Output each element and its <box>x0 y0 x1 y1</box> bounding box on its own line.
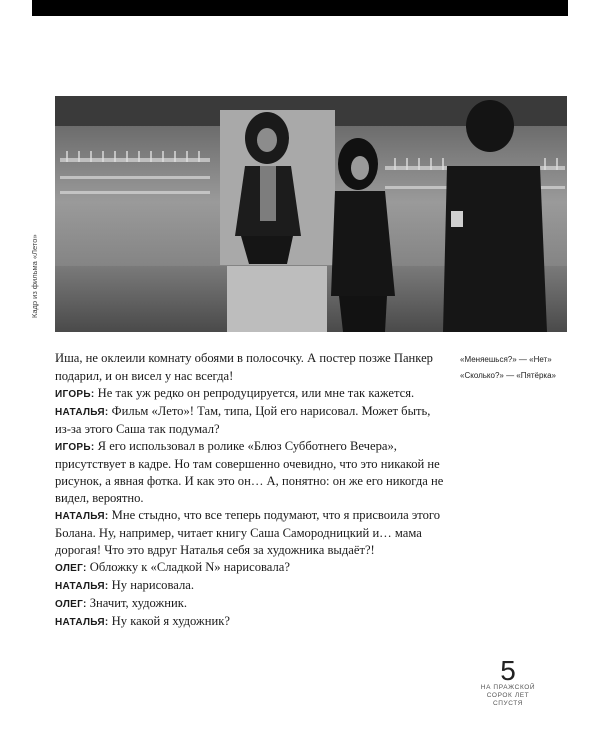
paragraph <box>55 350 445 385</box>
paragraph <box>55 559 445 577</box>
paragraph-text: Фильм «Лето»! Там, типа, Цой его нарисовал. Может быть, из-за этого Саша так подумал? <box>55 404 431 436</box>
running-title-line: НА ПРАЖСКОЙ <box>480 684 536 691</box>
paragraph-text: Обложку к «Сладкой N» нарисовала? <box>89 560 290 574</box>
running-title-line: СОРОК ЛЕТ <box>486 692 530 699</box>
top-black-band <box>32 0 568 16</box>
paragraph <box>55 403 445 438</box>
paragraph-text: Ну нарисовала. <box>111 578 194 592</box>
speaker-label: НАТАЛЬЯ: <box>55 581 109 592</box>
paragraph-text: Я его использовал в ролике «Блюз Субботнего Вечера», присутствует в кадре. Но там совершенно очевидно, что это никакой не рисунок, а явная фотка. И как это он… А, понятно: он же его никогда не видел, вероятно. <box>55 439 444 505</box>
margin-note-line: «Меняешься?» — «Нет» <box>460 355 552 364</box>
speaker-label: НАТАЛЬЯ: <box>55 617 109 628</box>
speaker-label: ОЛЕГ: <box>55 599 87 610</box>
paragraph-text: Иша, не оклеили комнату обоями в полосочку. А постер позже Панкер подарил, и он висел у нас всегда! <box>55 351 433 383</box>
paragraph-text: Значит, художник. <box>89 596 187 610</box>
paragraph-text: Не так уж редко он репродуцируется, или мне так кажется. <box>97 386 415 400</box>
margin-note <box>460 354 575 386</box>
photo-caption: Кадр из фильма «Лето» <box>30 234 39 318</box>
paragraph <box>55 613 445 631</box>
speaker-label: НАТАЛЬЯ: <box>55 407 109 418</box>
interview-text <box>55 350 445 631</box>
speaker-label: НАТАЛЬЯ: <box>55 511 109 522</box>
paragraph <box>55 507 445 559</box>
paragraph <box>55 385 445 403</box>
running-title-line: СПУСТЯ <box>492 700 524 707</box>
paragraph <box>55 595 445 613</box>
speaker-label: ОЛЕГ: <box>55 563 87 574</box>
paragraph-text: Ну какой я художник? <box>111 614 230 628</box>
paragraph <box>55 577 445 595</box>
folio <box>470 655 546 708</box>
margin-note-line: «Сколько?» — «Пятёрка» <box>460 371 556 380</box>
photo-illustration <box>55 96 567 332</box>
paragraph-text: Мне стыдно, что все теперь подумают, что я присвоила этого Болана. Ну, например, читает книгу Саша Самородницкий и… мама дорогая! Что это вдруг Наталья себя за художника выдаёт?! <box>55 508 441 557</box>
speaker-label: ИГОРЬ: <box>55 389 95 400</box>
film-still-photo <box>55 96 567 332</box>
speaker-label: ИГОРЬ: <box>55 442 95 453</box>
page-number: 5 <box>500 655 516 686</box>
paragraph <box>55 438 445 507</box>
